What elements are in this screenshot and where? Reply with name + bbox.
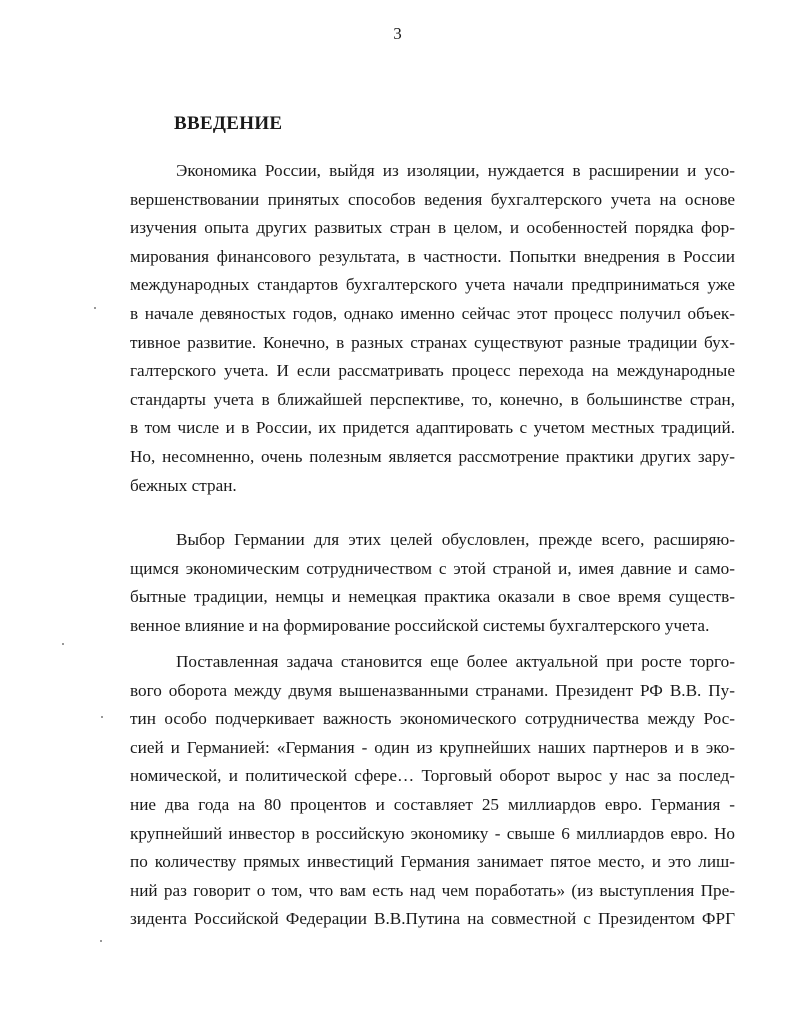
text-line: бежных стран. (130, 475, 237, 495)
text-line: тивное развитие. Конечно, в разных странах существуют разные традиции бух- (130, 332, 735, 352)
text-line: в том числе и в России, их придется адаптировать с учетом местных традиций. (130, 418, 735, 438)
text-line: вершенствовании принятых способов ведения бухгалтерского учета на основе (130, 189, 735, 209)
text-line: номической, и политической сфере… Торговый оборот вырос у нас за послед- (130, 766, 735, 786)
text-line: тин особо подчеркивает важность экономического сотрудничества между Рос- (130, 709, 735, 729)
paragraph-1 (130, 157, 735, 500)
text-line: международных стандартов бухгалтерского учета начали предприниматься уже (130, 275, 735, 295)
section-heading: ВВЕДЕНИЕ (174, 113, 283, 134)
text-line: в начале девяностых годов, однако именно сейчас этот процесс получил объек- (130, 303, 735, 323)
text-line: бытные традиции, немцы и немецкая практика оказали в свое время существ- (130, 587, 735, 607)
text-line: Экономика России, выйдя из изоляции, нуждается в расширении и усо- (176, 161, 735, 180)
text-line: крупнейший инвестор в российскую экономику - свыше 6 миллиардов евро. Но (130, 823, 735, 843)
text-line: зидента Российской Федерации В.В.Путина на совместной с Президентом ФРГ (130, 909, 735, 929)
paragraph-3 (130, 648, 735, 934)
scan-speck (62, 643, 64, 645)
page-number: 3 (393, 24, 402, 43)
text-line: сией и Германией: «Германия - один из крупнейших наших партнеров и в эко- (130, 737, 735, 757)
scan-speck (100, 940, 102, 942)
text-line: вого оборота между двумя вышеназванными странами. Президент РФ В.В. Пу- (130, 680, 735, 700)
scan-speck (94, 307, 96, 309)
text-line: стандарты учета в ближайшей перспективе, то, конечно, в большинстве стран, (130, 389, 735, 409)
text-line: ние два года на 80 процентов и составляет 25 миллиардов евро. Германия - (130, 794, 735, 814)
text-line: Поставленная задача становится еще более актуальной при росте торго- (176, 652, 735, 671)
text-line: Но, несомненно, очень полезным является рассмотрение практики других зару- (130, 446, 735, 466)
text-line: мирования финансового результата, в частности. Попытки внедрения в России (130, 246, 735, 266)
text-line: изучения опыта других развитых стран в целом, и особенностей порядка фор- (130, 218, 735, 238)
text-line: Выбор Германии для этих целей обусловлен, прежде всего, расширяю- (176, 530, 735, 549)
text-line: венное влияние и на формирование российской системы бухгалтерского учета. (130, 615, 710, 635)
text-line: ний раз говорит о том, что вам есть над чем поработать» (из выступления Пре- (130, 880, 735, 900)
text-line: щимся экономическим сотрудничеством с этой страной и, имея давние и само- (130, 558, 735, 578)
paragraph-2 (130, 526, 735, 640)
text-line: галтерского учета. И если рассматривать процесс перехода на международные (130, 361, 735, 381)
scan-speck (101, 716, 103, 718)
text-line: по количеству прямых инвестиций Германия занимает пятое место, и это лиш- (130, 852, 735, 872)
